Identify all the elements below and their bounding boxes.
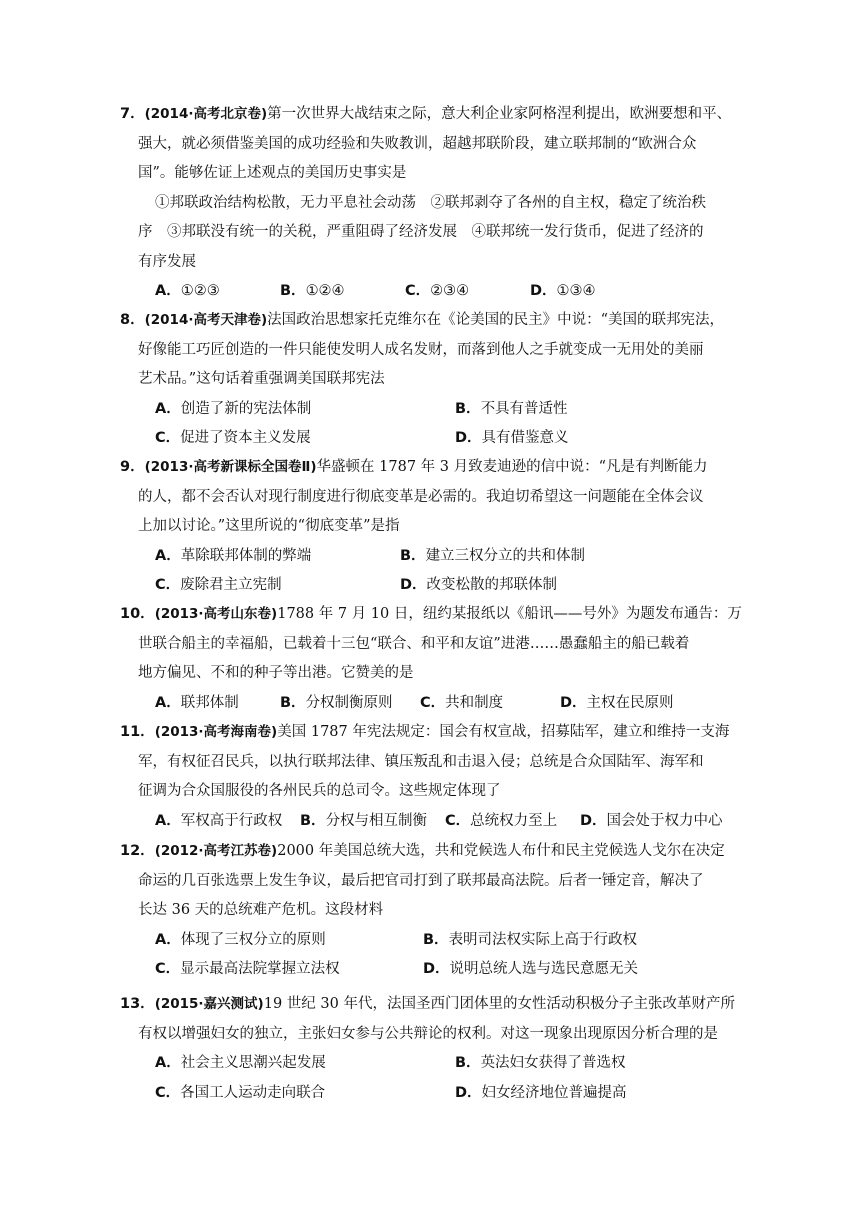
question-number: 11． [120, 724, 155, 740]
stem-text: 2000 年美国总统大选，共和党候选人布什和民主党候选人戈尔在决定 [277, 843, 725, 859]
question-13-stem [120, 990, 750, 1020]
question-9-stem [120, 453, 750, 483]
option-c[interactable]: C．各国工人运动走向联合 [155, 1084, 326, 1101]
options-row [120, 424, 750, 454]
stem-text: 国”。能够佐证上述观点的美国历史事实是 [138, 165, 407, 181]
question-source: (2014·高考天津卷) [144, 312, 268, 328]
options-row [120, 395, 750, 425]
options-row [120, 926, 750, 956]
question-source: (2013·高考海南卷) [154, 724, 278, 740]
option-a[interactable]: A．体现了三权分立的原则 [155, 931, 326, 948]
stem-text: 有权以增强妇女的独立，主张妇女参与公共辩论的权利。对这一现象出现原因分析合理的是 [138, 1025, 718, 1042]
question-12-stem [120, 837, 750, 867]
question-number: 8． [120, 312, 145, 328]
option-a[interactable]: A．联邦体制 [155, 694, 239, 711]
question-source: (2012·高考江苏卷) [154, 843, 278, 859]
stem-text: 艺术品。”这句话着重强调美国联邦宪法 [138, 371, 385, 387]
stem-text: 美国 1787 年宪法规定：国会有权宣战，招募陆军，建立和维持一支海 [277, 724, 730, 740]
option-b[interactable]: B．英法妇女获得了普选权 [455, 1055, 626, 1071]
stem-text: 第一次世界大战结束之际，意大利企业家阿格涅利提出，欧洲要想和平、 [267, 106, 732, 122]
item-list: 有序发展 [138, 253, 196, 270]
option-b[interactable]: B．分权制衡原则 [280, 694, 393, 711]
options-row [120, 277, 750, 307]
option-c[interactable]: C．废除君主立宪制 [155, 577, 282, 593]
stem-text: 长达 36 天的总统难产危机。这段材料 [138, 902, 384, 918]
option-b[interactable]: B．建立三权分立的共和体制 [400, 547, 586, 564]
stem-text: 命运的几百张选票上发生争议，最后把官司打到了联邦最高法院。后者一锤定音，解决了 [138, 872, 704, 889]
option-c[interactable]: C．总统权力至上 [445, 812, 558, 829]
options-row [120, 955, 750, 985]
option-b[interactable]: B．①②④ [280, 283, 345, 299]
option-a[interactable]: A．社会主义思潮兴起发展 [155, 1055, 326, 1071]
item-list: ①邦联政治结构松散，无力平息社会动荡 ②联邦剥夺了各州的自主权，稳定了统治秩 [155, 194, 706, 211]
options-row [120, 571, 750, 601]
stem-text: 征调为合众国服役的各州民兵的总司令。这些规定体现了 [138, 783, 501, 799]
question-10 [120, 600, 750, 718]
question-8 [120, 306, 750, 454]
option-d[interactable]: D．主权在民原则 [560, 694, 674, 711]
question-number: 10． [120, 606, 155, 622]
question-number: 9． [120, 459, 145, 475]
option-d[interactable]: D．妇女经济地位普遍提高 [455, 1084, 627, 1101]
question-12 [120, 837, 750, 985]
option-d[interactable]: D．①③④ [530, 283, 596, 299]
option-c[interactable]: C．显示最高法院掌握立法权 [155, 961, 340, 977]
question-13 [120, 990, 750, 1108]
options-row [120, 689, 750, 719]
option-c[interactable]: C．②③④ [405, 283, 470, 299]
stem-text: 世联合船主的幸福船，已载着十三包“联合、和平和友谊”进港……愚蠢船主的船已载着 [138, 635, 690, 652]
options-row [120, 807, 750, 837]
stem-text: 强大，就必须借鉴美国的成功经验和失败教训，超越邦联阶段，建立联邦制的“欧洲合众 [138, 135, 697, 152]
option-a[interactable]: A．①②③ [155, 283, 220, 299]
question-source: (2014·高考北京卷) [144, 106, 268, 122]
stem-text: 1788 年 7 月 10 日，纽约某报纸以《船讯——号外》为题发布通告：万 [277, 606, 742, 622]
question-11-stem [120, 718, 750, 748]
question-number: 12． [120, 843, 155, 859]
stem-text: 的人，都不会否认对现行制度进行彻底变革是必需的。我迫切希望这一问题能在全体会议 [138, 488, 704, 505]
option-a[interactable]: A．革除联邦体制的弊端 [155, 547, 312, 564]
question-source: (2013·高考山东卷) [154, 606, 278, 622]
option-d[interactable]: D．说明总统人选与选民意愿无关 [423, 961, 639, 977]
question-7-stem [120, 100, 750, 130]
option-d[interactable]: D．改变松散的邦联体制 [400, 577, 558, 593]
question-number: 7． [120, 106, 145, 122]
question-number: 13． [120, 996, 155, 1012]
question-source: (2013·高考新课标全国卷Ⅱ) [144, 459, 317, 475]
question-9 [120, 453, 750, 601]
stem-text: 法国政治思想家托克维尔在《论美国的民主》中说：“美国的联邦宪法， [267, 312, 725, 328]
stem-text: 19 世纪 30 年代，法国圣西门团体里的女性活动积极分子主张改革财产所 [263, 996, 735, 1012]
stem-text: 华盛顿在 1787 年 3 月致麦迪逊的信中说：“凡是有判断能力 [316, 459, 708, 475]
option-a[interactable]: A．军权高于行政权 [155, 812, 283, 829]
options-row [120, 542, 750, 572]
option-b[interactable]: B．分权与相互制衡 [300, 812, 428, 829]
question-8-stem [120, 306, 750, 336]
stem-text: 好像能工巧匠创造的一件只能使发明人成名发财，而落到他人之手就变成一无用处的美丽 [138, 341, 704, 358]
question-7 [120, 100, 750, 307]
question-source: (2015·嘉兴测试) [154, 996, 264, 1012]
stem-text: 军，有权征召民兵，以执行联邦法律、镇压叛乱和击退入侵；总统是合众国陆军、海军和 [138, 753, 704, 770]
item-list: 序 ③邦联没有统一的关税，严重阻碍了经济发展 ④联邦统一发行货币，促进了经济的 [138, 224, 704, 240]
question-11 [120, 718, 750, 836]
option-d[interactable]: D．具有借鉴意义 [455, 430, 569, 446]
option-d[interactable]: D．国会处于权力中心 [580, 812, 723, 829]
option-b[interactable]: B．不具有普适性 [455, 400, 568, 417]
options-row [120, 1079, 750, 1109]
option-c[interactable]: C．促进了资本主义发展 [155, 430, 311, 446]
stem-text: 地方偏见、不和的种子等出港。它赞美的是 [138, 665, 414, 681]
options-row [120, 1049, 750, 1079]
option-b[interactable]: B．表明司法权实际上高于行政权 [423, 931, 638, 948]
stem-text: 上加以讨论。”这里所说的“彻底变革”是指 [138, 518, 400, 534]
option-a[interactable]: A．创造了新的宪法体制 [155, 400, 312, 417]
option-c[interactable]: C．共和制度 [420, 694, 504, 711]
question-10-stem [120, 600, 750, 630]
